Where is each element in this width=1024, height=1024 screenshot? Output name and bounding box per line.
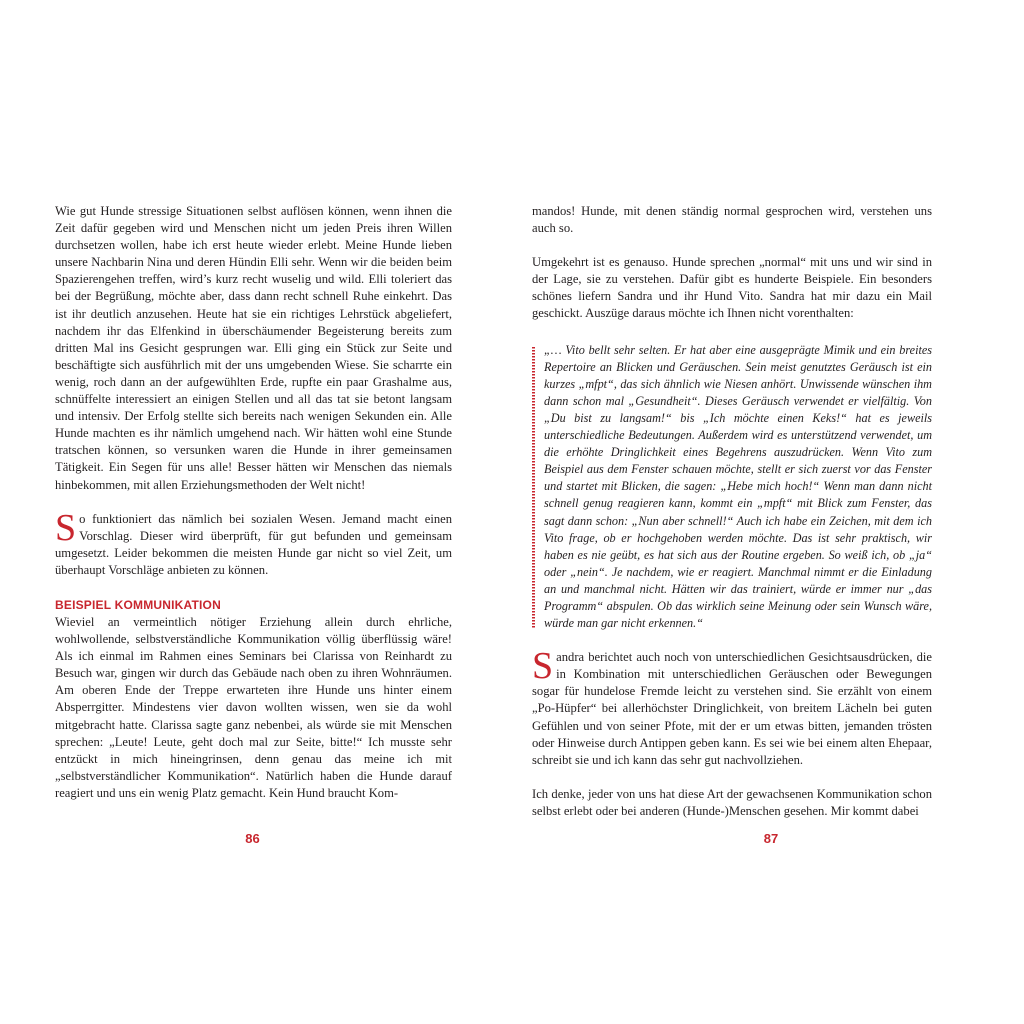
drop-cap-initial: S: [532, 645, 554, 688]
paragraph-with-dropcap: [55, 506, 452, 579]
quote-text: „… Vito bellt sehr selten. Er hat aber eine ausgeprägte Mimik und ein breites Repertoire an Blicken und Geräuschen. Sein meist genutztes Geräusch ist ein kurzes „mfpt“, das sich ähnlich wie Niesen anhört. Unwissende wünschen ihm dann schon mal „Gesundheit“. Dieses Geräusch verwendet er vielfältig. Von „Du bist zu langsam!“ bis „Ich möchte einen Keks!“ hat es jeweils unterschiedliche Bedeutungen. Außerdem wird es unterstützend verwendet, um die erhöhte Dringlichkeit eines Begehrens auszudrücken. Wenn Vito zum Beispiel aus dem Fenster schauen möchte, stellt er sich zuerst vor das Fenster und startet mit Blicken, die sagen: „Hebe mich hoch!“ Wenn man dann nicht schnell genug reagieren kann, kommt ein „mpft“ mit Blick zum Fenster, das sagt dann schon: „Nun aber schnell!“ Auch ich habe ein Zeichen, mit dem ich Vito frage, ob er hochgehoben werden möchte. Das ist sehr praktisch, wir haben es nie geübt, es hat sich aus der Routine ergeben. So weiß ich, ob „ja“ oder „nein“. Je nachdem, wie er reagiert. Manchmal nimmt er die Einladung an und manchmal nicht. Hätten wir das trainiert, würde er immer nur „das Programm“ abspulen. Ob das wirklich seine Meinung oder sein Wunsch wäre, würde man gar nicht erkennen.“: [544, 342, 932, 631]
paragraph: Umgekehrt ist es genauso. Hunde sprechen „normal“ mit uns und wir sind in der Lage, sie zu verstehen. Dafür gibt es hunderte Beispiele. Ein besonders schönes liefern Sandra und ihr Hund Vito. Sandra hat mir dazu ein Mail geschickt. Auszüge daraus möchte ich Ihnen nicht vorenthalten:: [532, 255, 932, 321]
left-text-column: [55, 203, 452, 802]
quote-dotted-bar: [532, 347, 535, 630]
right-page: [512, 0, 1024, 1024]
paragraph: mandos! Hunde, mit denen ständig normal gesprochen wird, verstehen uns auch so.: [532, 204, 932, 236]
paragraph: Wie gut Hunde stressige Situationen selbst auflösen können, wenn ihnen die Zeit dafür gegeben wird und Menschen nicht um jeden Preis ihren Willen durchsetzen wollen, habe ich erst heute wieder erlebt. Meine Hunde lieben unsere Nachbarin Nina und deren Hündin Elli sehr. Wenn wir die beiden beim Spazierengehen treffen, wird’s kurz recht wuselig und wild. Elli toleriert das bei der Begrüßung, möchte aber, dass dann recht schnell Ruhe einkehrt. Das ist ihr deutlich anzusehen. Heute hat sie ein richtiges Lehrstück abgeliefert, nachdem ihr das Elfenkind in überschäumender Begeisterung bereits zum dritten Mal ins Gesicht gesprungen war. Elli ging ein Stück zur Seite und beschäftigte sich ausführlich mit der uns umgebenden Wiese. Sie scharrte ein wenig, roch dann an der aufgewühlten Erde, rupfte ein paar Grashalme aus, schnüffelte interessiert an einigen Stellen und all das tat sie betont langsam und intensiv. Der Erfolg stellte sich bereits nach wenigen Sekunden ein. Alle Hunde machten es ihr nämlich umgehend nach. Wir hätten wohl eine Stunde tratschen können, so versunken waren die Hunde in ihrer gemeinsamen Tätigkeit. Ein Segen für uns alle! Besser hätten wir Menschen das niemals hinbekommen, mit allen Erziehungsmethoden der Welt nicht!: [55, 204, 452, 492]
paragraph-text: o funktioniert das nämlich bei sozialen Wesen. Jemand macht einen Vorschlag. Dieser wird überprüft, für gut befunden und gemeinsam umgesetzt. Leider bekommen die meisten Hunde gar nicht so viel Zeit, um überhaupt Vorschläge anbieten zu können.: [55, 511, 452, 577]
paragraph-text: andra berichtet auch noch von unterschiedlichen Gesichtsausdrücken, die in Kombination mit unterschiedlichen Geräuschen oder Bewegungen sogar für hundelose Fremde leicht zu verstehen sind. Sie erzählt von einem „Po-Hüpfer“ bei allerhöchster Dringlichkeit, von breitem Lächeln bei guten Gefühlen und von seiner Pfote, mit der er um etwas bitten, jemanden trösten oder Hinweise durch Antippen geben kann. Es sei wie bei einem alten Ehepaar, schreibt sie und ich kann das sehr gut nachvollziehen.: [532, 650, 932, 767]
paragraph: Wieviel an vermeintlich nötiger Erziehung allein durch ehrliche, wohlwollende, selbstverständliche Kommunikation völlig überflüssig wäre! Als ich einmal im Rahmen eines Seminars bei Clarissa von Reinhardt zu Besuch war, gingen wir durch das Gebäude nach oben zu ihren Wohnräumen. Am oberen Ende der Treppe erwarteten ihre Hunde uns hinter einem Absperrgitter. Mindestens vier davon wollten wissen, wen sie da wohl mitgebracht hatte. Clarissa sagte ganz nebenbei, als würde sie mit Menschen sprechen: „Leute! Leute, geht doch mal zur Seite, bitte!“ Ich musste sehr entzückt in mich hineingrinsen, denn genau das meine ich mit „selbstverständlicher Kommunikation“. Natürlich haben die Hunde darauf reagiert und uns ein wenig Platz gemacht. Kein Hund braucht Kom-: [55, 614, 452, 800]
page-number: 86: [245, 831, 260, 846]
drop-cap-initial: S: [55, 506, 77, 549]
paragraph: Ich denke, jeder von uns hat diese Art der gewachsenen Kommunikation schon selbst erlebt oder bei anderen (Hunde-)Menschen gesehen. Mir kommt dabei: [532, 786, 932, 818]
section-heading: BEISPIEL KOMMUNIKATION: [55, 597, 221, 612]
page-number: 87: [763, 831, 779, 846]
paragraph-with-dropcap: [532, 645, 932, 769]
right-text-column: [532, 203, 932, 820]
block-quote: [532, 342, 932, 633]
